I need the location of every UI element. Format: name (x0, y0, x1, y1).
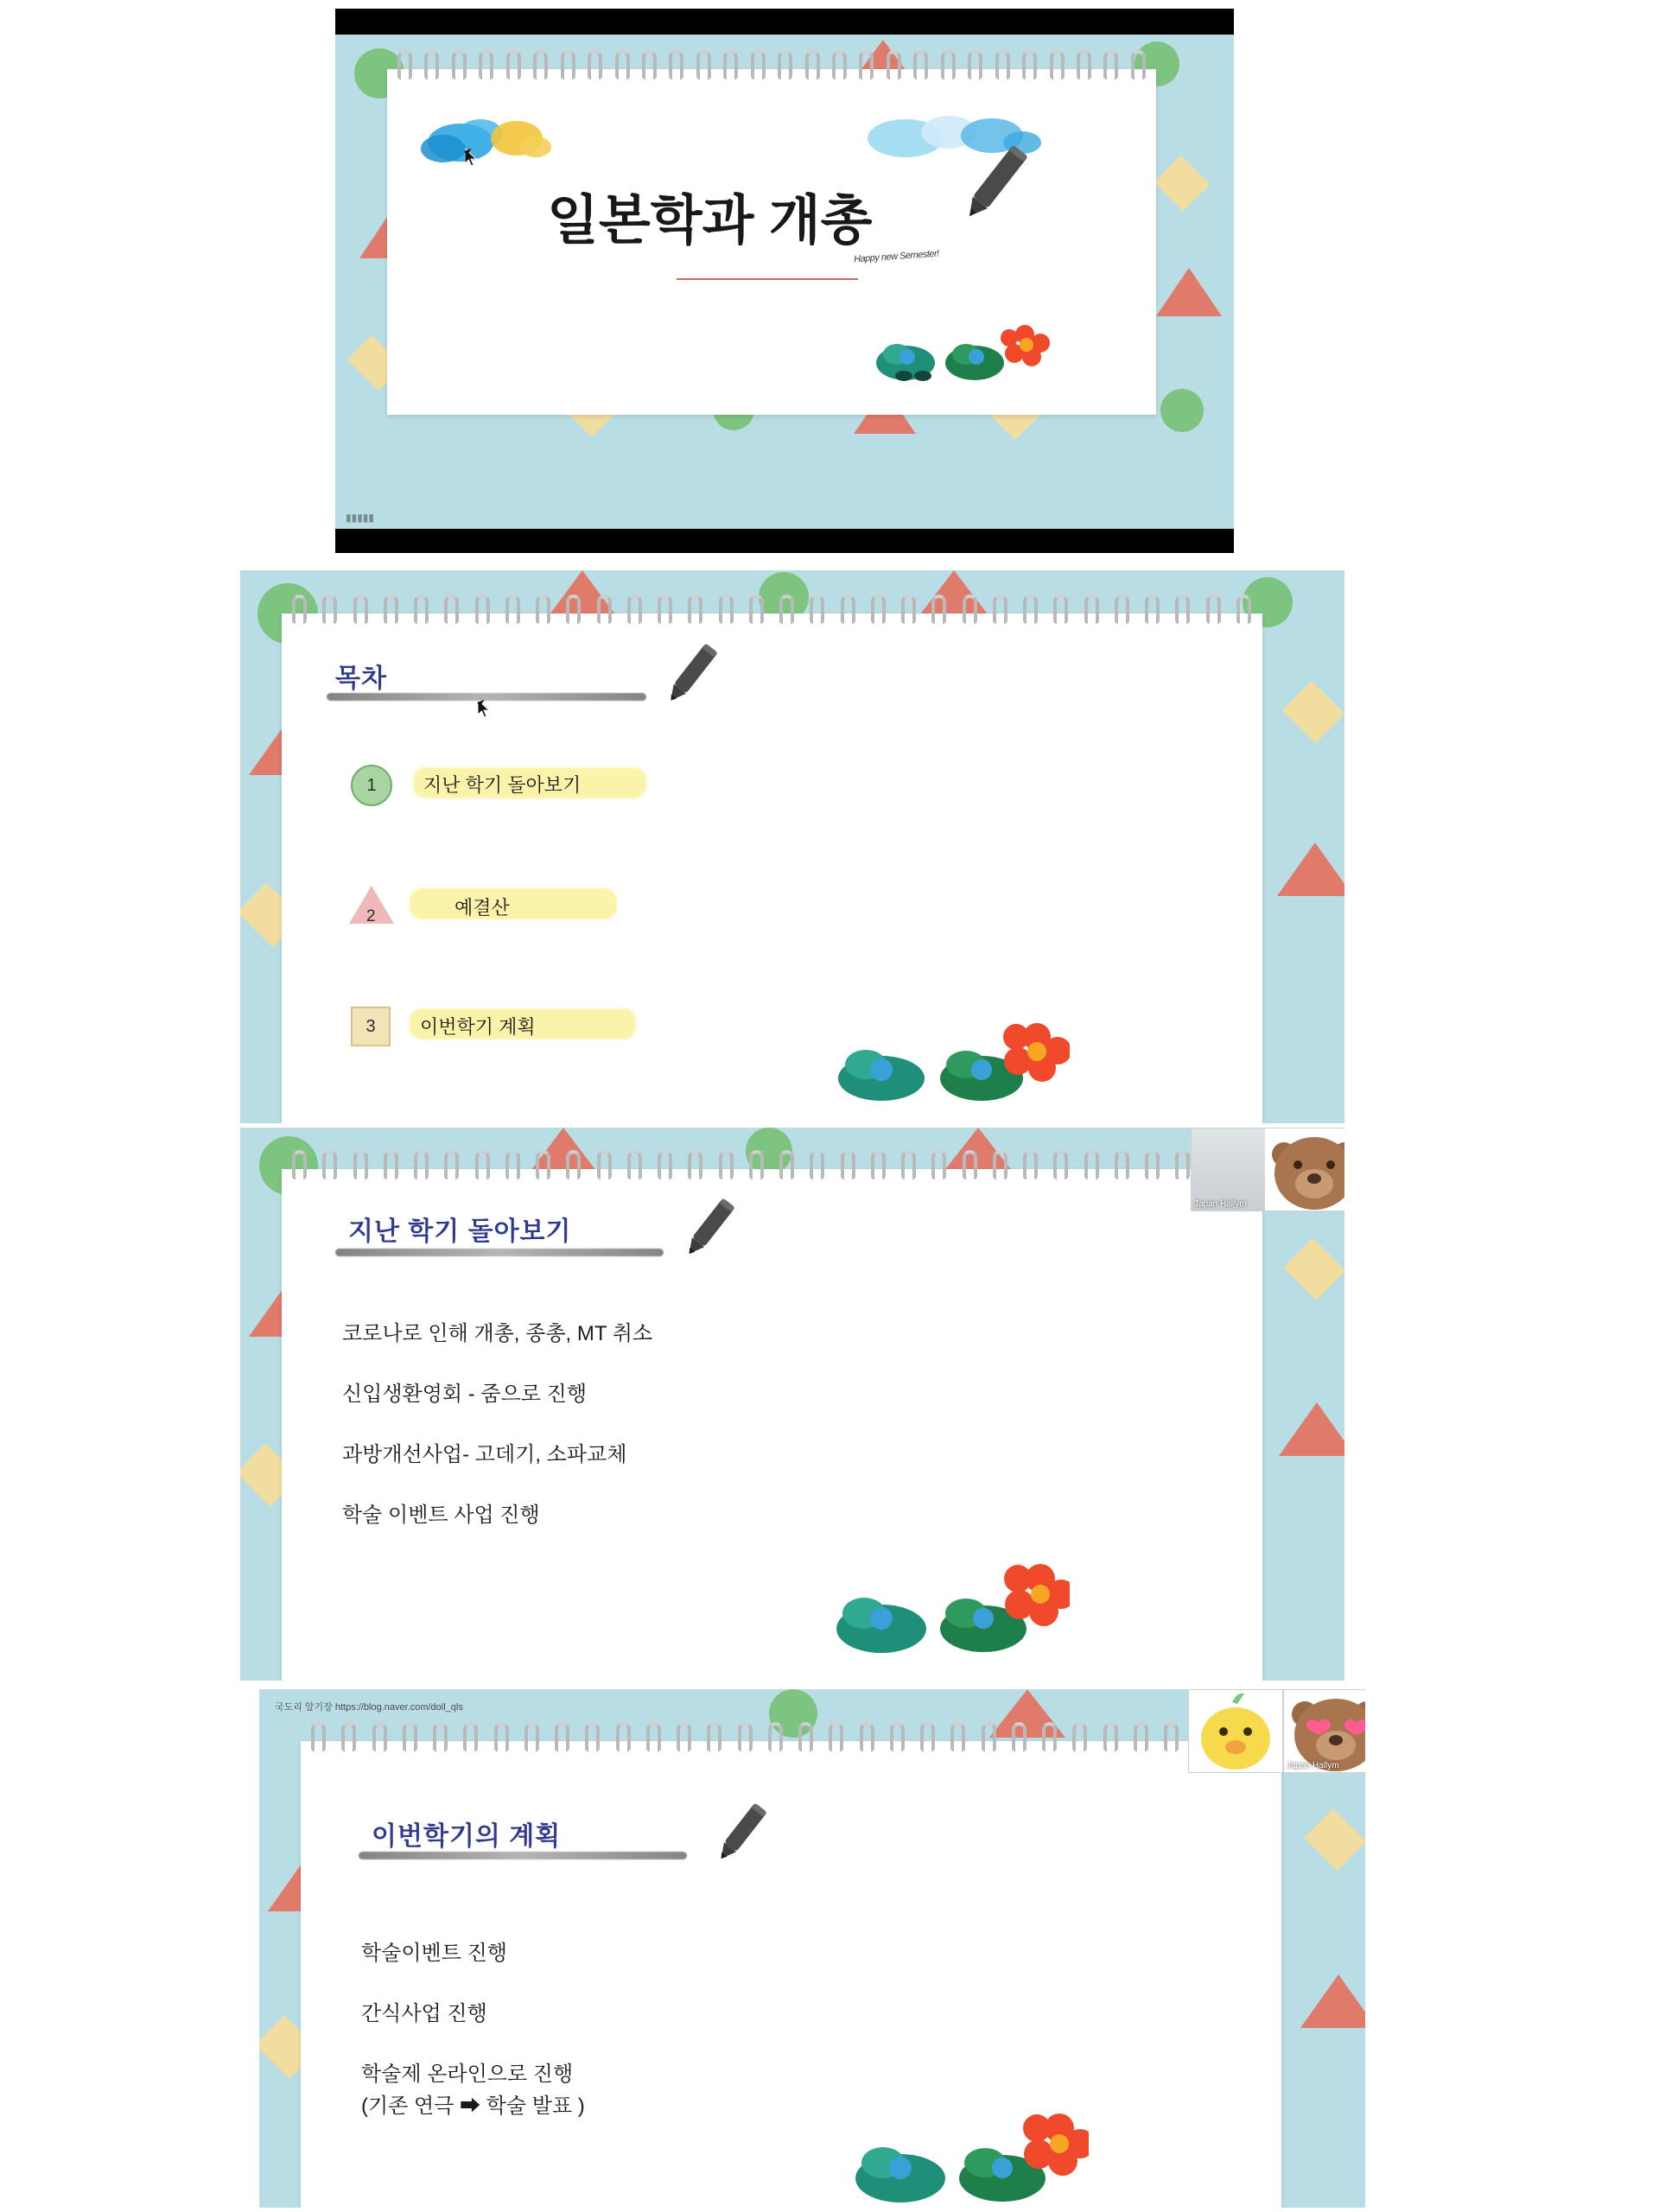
body-line: 간식사업 진행 (361, 2002, 487, 2025)
body-line: 학술제 온라인으로 진행 (361, 2063, 574, 2086)
spiral-binding (311, 1722, 1270, 1751)
title-underline (677, 278, 858, 280)
flower-doodle (828, 1551, 1070, 1672)
agenda-highlight (410, 888, 617, 919)
deco-triangle (1300, 1974, 1365, 2028)
pencil-icon (940, 131, 1044, 235)
agenda-item-label: 이번학기 계획 (420, 1016, 536, 1038)
webcam-tile[interactable] (1191, 1128, 1344, 1211)
flower-doodle (847, 2095, 1089, 2208)
body-line: 학술 이벤트 사업 진행 (342, 1503, 540, 1527)
agenda-item-label: 예결산 (454, 897, 510, 918)
pencil-icon (655, 1175, 759, 1279)
cloud-doodle (413, 104, 586, 173)
body-line: (기존 연극 ➡ 학술 발표 ) (361, 2094, 585, 2118)
deco-circle (1160, 389, 1204, 432)
body-line: 학술이벤트 진행 (361, 1942, 507, 1965)
webcam-tile[interactable] (1283, 1689, 1365, 1773)
agenda-marker-label: 1 (366, 775, 377, 795)
letterbox-bottom (335, 529, 1234, 553)
agenda-marker-1 (351, 765, 392, 806)
spiral-binding (292, 1150, 1251, 1179)
body-line: 신입생환영회 - 줌으로 진행 (342, 1382, 588, 1406)
brown-bear-avatar (1265, 1128, 1344, 1211)
page-title: 목차 (335, 664, 387, 693)
subtitle-scribble: Happy new Semester! (853, 248, 940, 265)
pencil-icon (687, 1780, 791, 1884)
notebook-paper (301, 1741, 1281, 2208)
slide-title (335, 9, 1234, 553)
flower-doodle (871, 315, 1052, 393)
agenda-marker-label: 3 (365, 1016, 376, 1036)
deco-triangle (1279, 1402, 1344, 1456)
blog-url-strip: 국도리 알기장 https://blog.naver.com/doll_qls (275, 1702, 463, 1713)
slide-plan (259, 1689, 1365, 2208)
body-line: 과방개선사업- 고데기, 소파교체 (342, 1443, 627, 1466)
body-line: 코로나로 인해 개총, 종총, MT 취소 (342, 1322, 653, 1345)
agenda-item-label: 지난 학기 돌아보기 (423, 774, 582, 796)
spiral-binding (292, 594, 1251, 624)
page-title: 일본학과 개총 (547, 191, 873, 251)
webcam-name-label: Japan Hallym (1194, 1199, 1247, 1209)
flower-doodle (828, 1011, 1070, 1123)
webcam-name-label: Japan Hallym (1287, 1761, 1339, 1770)
title-underline (359, 1852, 687, 1859)
taskbar-ghost-text: ▮▮▮▮▮ (346, 512, 375, 524)
title-underline (335, 1249, 664, 1256)
slide-review (240, 1128, 1344, 1681)
brown-bear-heart-eyes-avatar (1284, 1690, 1365, 1772)
notebook-paper (282, 613, 1262, 1123)
sally-duck-avatar (1189, 1690, 1282, 1772)
slide-agenda (240, 570, 1344, 1123)
agenda-marker-label: 2 (366, 907, 376, 925)
deco-triangle (1277, 842, 1344, 896)
pencil-icon (638, 620, 741, 724)
spiral-binding (397, 50, 1146, 79)
webcam-tile[interactable] (1188, 1689, 1283, 1773)
page-title: 지난 학기 돌아보기 (348, 1217, 572, 1246)
page-title: 이번학기의 계획 (372, 1822, 562, 1851)
deco-triangle (1156, 268, 1222, 316)
agenda-marker-3 (351, 1007, 391, 1046)
letterbox-top (335, 9, 1234, 35)
